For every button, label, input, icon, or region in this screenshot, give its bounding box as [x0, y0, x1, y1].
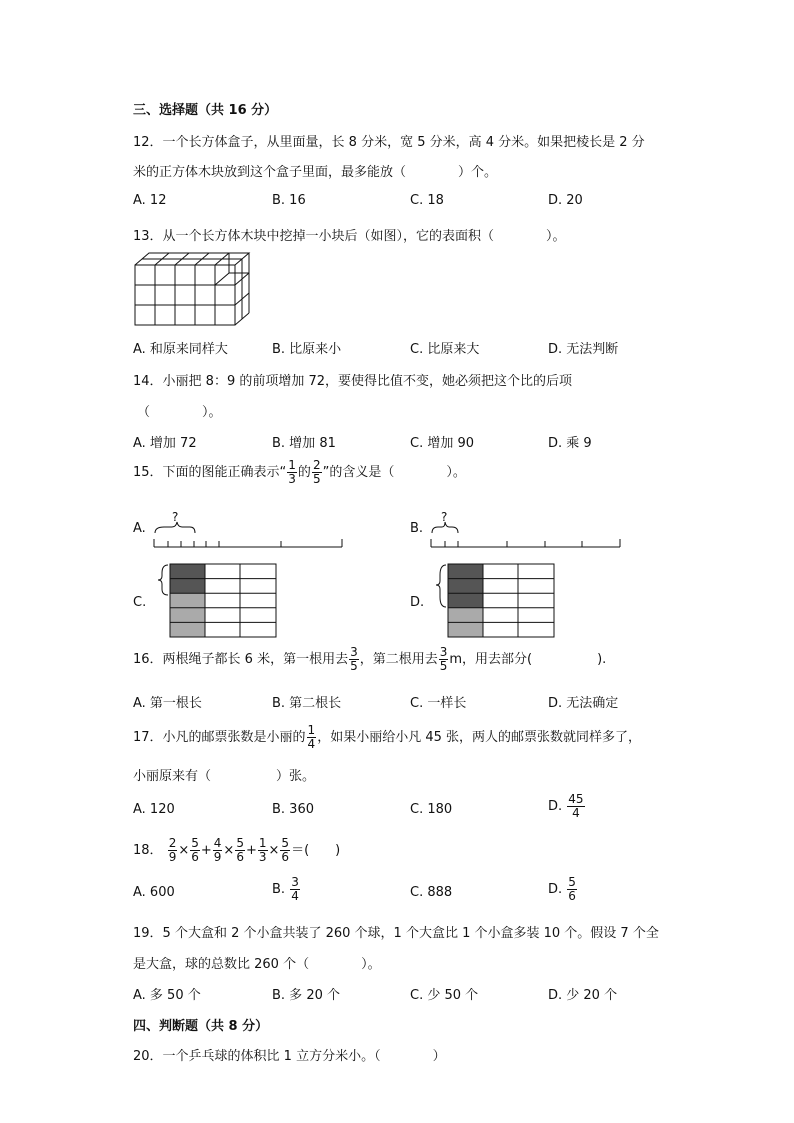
q15-option-d[interactable]: D.: [410, 595, 425, 610]
q15-option-a[interactable]: A.: [133, 521, 146, 536]
q18-fraction: $\frac{1}{3}$: [258, 836, 267, 864]
q13-text: 13．从一个长方体木块中挖掉一小块后（如图），它的表面积（ ）。: [133, 229, 566, 244]
q18-operator: +: [200, 843, 212, 858]
q17-text-line1: [133, 722, 641, 754]
q12-text-line2: 米的正方体木块放到这个盒子里面，最多能放（ ）个。: [133, 165, 498, 180]
q17-option-a[interactable]: A. 120: [133, 802, 175, 817]
q17-option-b[interactable]: B. 360: [272, 802, 314, 817]
q13-option-a[interactable]: A. 和原来同样大: [133, 342, 228, 357]
q16-option-b[interactable]: B. 第二根长: [272, 696, 342, 711]
q19-option-d[interactable]: D. 少 20 个: [548, 988, 618, 1003]
q12-option-c[interactable]: C. 18: [410, 193, 444, 208]
q16-fraction-1: $\frac{3}{5}$: [350, 645, 358, 673]
q15-mid: 的: [297, 465, 311, 480]
q17-option-d-label: D.: [548, 799, 563, 814]
q16-mid: ，第二根用去: [359, 652, 438, 667]
q17-option-c[interactable]: C. 180: [410, 802, 453, 817]
section-title-judge: 四、判断题（共 8 分）: [133, 1019, 269, 1034]
q12-option-d[interactable]: D. 20: [548, 193, 583, 208]
q18-fraction: $\frac{2}{9}$: [168, 836, 177, 864]
q15-b-question-mark: ?: [441, 510, 448, 524]
q15-fraction-1: $\frac{1}{3}$: [288, 458, 296, 486]
q19-option-a[interactable]: A. 多 50 个: [133, 988, 201, 1003]
q15-option-b[interactable]: B.: [410, 521, 424, 536]
q16-text: [133, 645, 606, 675]
q14-option-a[interactable]: A. 增加 72: [133, 436, 197, 451]
q18-operator: +: [245, 843, 257, 858]
q18-fraction: $\frac{4}{9}$: [213, 836, 222, 864]
q20-text: 20．一个乒乓球的体积比 1 立方分米小。（ ）: [133, 1049, 446, 1064]
q15-c-grid: [158, 563, 278, 638]
q18-expression: [133, 834, 340, 868]
q12-option-a[interactable]: A. 12: [133, 193, 167, 208]
q18-fraction: $\frac{5}{6}$: [236, 836, 244, 864]
q12-text-line1: 12．一个长方体盒子，从里面量，长 8 分米，宽 5 分米，高 4 分米。如果把棱长是 2 分: [133, 135, 645, 150]
q18-option-d[interactable]: [548, 873, 578, 907]
q18-option-d-label: D.: [548, 882, 563, 897]
q15-b-number-line: [430, 522, 625, 552]
q16-fraction-2: $\frac{3}{5}$: [439, 645, 448, 673]
q16-option-a[interactable]: A. 第一根长: [133, 696, 202, 711]
q15-text: [133, 458, 466, 488]
q15-option-c[interactable]: C.: [133, 595, 147, 610]
q16-suffix: m，用去部分( ).: [449, 652, 607, 667]
q17-prefix: 17．小凡的邮票张数是小丽的: [133, 730, 306, 745]
q18-option-c[interactable]: C. 888: [410, 885, 453, 900]
q17-fraction: $\frac{1}{4}$: [307, 723, 316, 751]
q15-a-number-line: [152, 522, 347, 552]
q19-text-line1: 19．5 个大盒和 2 个小盒共装了 260 个球，1 个大盒比 1 个小盒多装 10 个。假设 7 个全: [133, 926, 659, 941]
q15-a-question-mark: ?: [172, 510, 179, 524]
q16-option-d[interactable]: D. 无法确定: [548, 696, 619, 711]
q17-option-d[interactable]: [548, 790, 586, 824]
section-title-choice: 三、选择题（共 16 分）: [133, 103, 278, 118]
q16-option-c[interactable]: C. 一样长: [410, 696, 467, 711]
q14-text-line2: （ ）。: [137, 405, 222, 420]
q18-option-b[interactable]: [272, 873, 301, 907]
q15-suffix: ”的含义是（ ）。: [322, 465, 466, 480]
q18-expr: [167, 836, 291, 864]
q19-option-c[interactable]: C. 少 50 个: [410, 988, 479, 1003]
q13-cuboid-figure: [134, 250, 254, 326]
q18-fraction: $\frac{5}{6}$: [281, 836, 290, 864]
q18-operator: ×: [268, 843, 280, 858]
q14-option-d[interactable]: D. 乘 9: [548, 436, 592, 451]
q14-option-c[interactable]: C. 增加 90: [410, 436, 475, 451]
q17-text-line2: 小丽原来有（ ）张。: [133, 769, 316, 784]
q18-tail: ＝( ): [291, 843, 341, 858]
q18-option-b-fraction: $\frac{3}{4}$: [291, 875, 299, 903]
q17-suffix: ，如果小丽给小凡 45 张，两人的邮票张数就同样多了，: [317, 730, 641, 745]
q18-option-d-fraction: $\frac{5}{6}$: [568, 875, 576, 903]
q12-option-b[interactable]: B. 16: [272, 193, 306, 208]
q14-text-line1: 14．小丽把 8：9 的前项增加 72，要使得比值不变，她必须把这个比的后项: [133, 374, 573, 389]
q16-prefix: 16．两根绳子都长 6 米，第一根用去: [133, 652, 349, 667]
q15-d-grid: [436, 563, 556, 638]
q19-option-b[interactable]: B. 多 20 个: [272, 988, 340, 1003]
q18-fraction: $\frac{5}{6}$: [191, 836, 199, 864]
q18-option-b-label: B.: [272, 882, 286, 897]
q15-fraction-2: $\frac{2}{5}$: [312, 458, 321, 486]
q18-option-a[interactable]: A. 600: [133, 885, 175, 900]
q18-number: 18．: [133, 843, 163, 858]
q15-prefix: 15．下面的图能正确表示“: [133, 465, 287, 480]
q14-option-b[interactable]: B. 增加 81: [272, 436, 336, 451]
q18-operator: ×: [178, 843, 190, 858]
q19-text-line2: 是大盒，球的总数比 260 个（ ）。: [133, 957, 381, 972]
q18-operator: ×: [223, 843, 235, 858]
q17-option-d-fraction: $\frac{45}{4}$: [568, 792, 584, 820]
q13-option-b[interactable]: B. 比原来小: [272, 342, 342, 357]
q13-option-c[interactable]: C. 比原来大: [410, 342, 480, 357]
q13-option-d[interactable]: D. 无法判断: [548, 342, 619, 357]
